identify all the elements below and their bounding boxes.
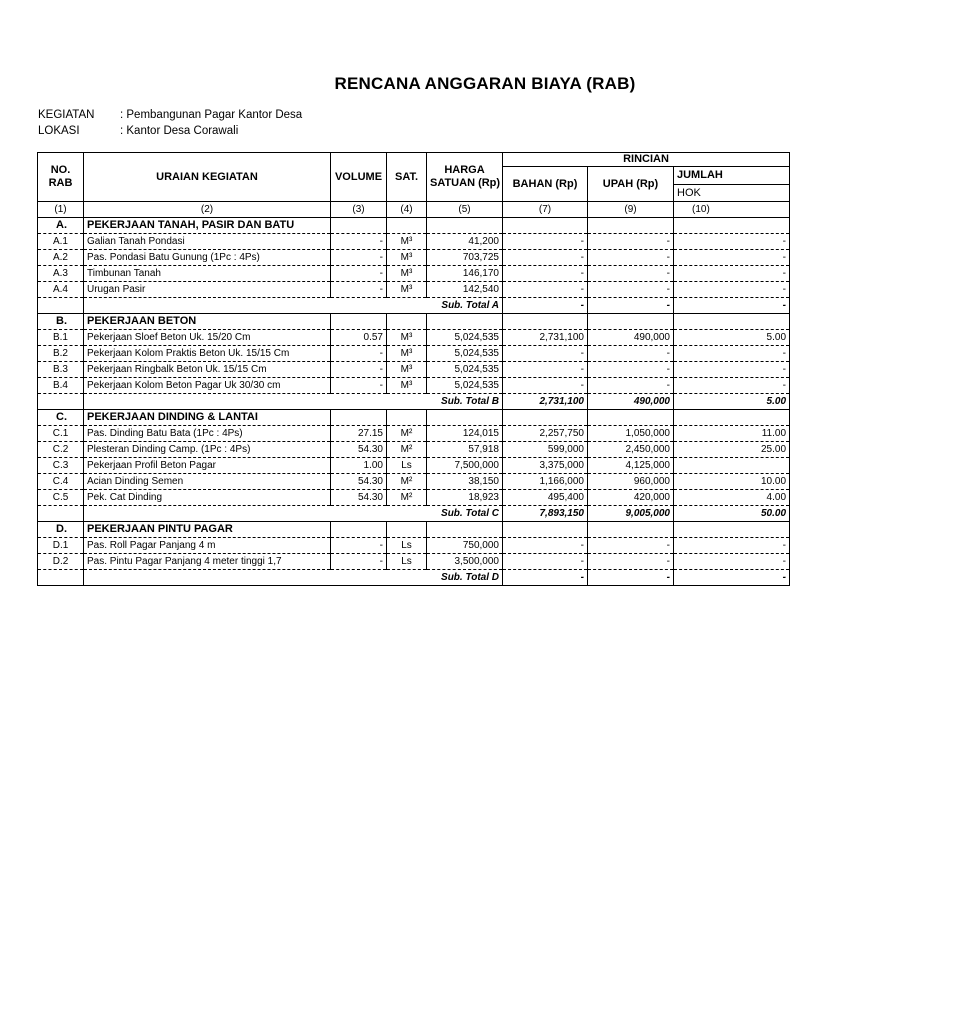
empty-cell bbox=[331, 522, 387, 538]
header-no: NO. RAB bbox=[38, 153, 84, 202]
header-hok: HOK bbox=[674, 185, 790, 202]
section-row bbox=[38, 218, 790, 234]
empty-cell bbox=[588, 218, 674, 234]
item-volume: 1.00 bbox=[331, 458, 387, 474]
item-sat: Ls bbox=[387, 538, 427, 554]
item-harga: 5,024,535 bbox=[427, 330, 503, 346]
subtotal-upah: - bbox=[588, 298, 674, 314]
empty-cell bbox=[387, 522, 427, 538]
header-volume: VOLUME bbox=[331, 153, 387, 202]
subtotal-hok: - bbox=[674, 298, 790, 314]
section-row bbox=[38, 522, 790, 538]
rab-table-wrapper bbox=[37, 152, 787, 586]
item-harga: 38,150 bbox=[427, 474, 503, 490]
item-no: D.2 bbox=[38, 554, 84, 570]
col-number: (3) bbox=[331, 202, 387, 218]
item-volume: - bbox=[331, 538, 387, 554]
section-title: PEKERJAAN PINTU PAGAR bbox=[84, 522, 331, 538]
item-upah: 960,000 bbox=[588, 474, 674, 490]
meta-label: KEGIATAN bbox=[38, 109, 95, 121]
item-no: A.2 bbox=[38, 250, 84, 266]
subtotal-upah: 9,005,000 bbox=[588, 506, 674, 522]
col-number: (10) bbox=[674, 202, 790, 218]
item-bahan: - bbox=[503, 282, 588, 298]
empty-cell bbox=[427, 410, 503, 426]
empty-cell bbox=[331, 314, 387, 330]
item-harga: 41,200 bbox=[427, 234, 503, 250]
item-sat: Ls bbox=[387, 458, 427, 474]
item-hok: 11.00 bbox=[674, 426, 790, 442]
subtotal-label: Sub. Total B bbox=[84, 394, 503, 410]
meta-kegiatan bbox=[38, 109, 302, 121]
meta-lokasi bbox=[38, 125, 238, 137]
table-row bbox=[38, 554, 790, 570]
header-rincian: RINCIAN bbox=[503, 153, 790, 167]
item-volume: 54.30 bbox=[331, 474, 387, 490]
item-bahan: - bbox=[503, 266, 588, 282]
item-sat: M³ bbox=[387, 330, 427, 346]
meta-label: LOKASI bbox=[38, 125, 80, 137]
item-no: C.5 bbox=[38, 490, 84, 506]
header-uraian: URAIAN KEGIATAN bbox=[84, 153, 331, 202]
item-desc: Pekerjaan Kolom Beton Pagar Uk 30/30 cm bbox=[84, 378, 331, 394]
item-sat: M³ bbox=[387, 250, 427, 266]
subtotal-row bbox=[38, 506, 790, 522]
section-code: A. bbox=[38, 218, 84, 234]
item-desc: Pas. Pondasi Batu Gunung (1Pc : 4Ps) bbox=[84, 250, 331, 266]
item-volume: - bbox=[331, 346, 387, 362]
item-hok: - bbox=[674, 266, 790, 282]
item-bahan: 3,375,000 bbox=[503, 458, 588, 474]
item-upah: 1,050,000 bbox=[588, 426, 674, 442]
item-upah: 420,000 bbox=[588, 490, 674, 506]
item-sat: M³ bbox=[387, 362, 427, 378]
item-desc: Pekerjaan Kolom Praktis Beton Uk. 15/15 Cm bbox=[84, 346, 331, 362]
header-sat: SAT. bbox=[387, 153, 427, 202]
item-harga: 142,540 bbox=[427, 282, 503, 298]
item-desc: Plesteran Dinding Camp. (1Pc : 4Ps) bbox=[84, 442, 331, 458]
item-upah: - bbox=[588, 554, 674, 570]
empty-cell bbox=[331, 218, 387, 234]
item-hok bbox=[674, 458, 790, 474]
meta-value: : Pembangunan Pagar Kantor Desa bbox=[120, 109, 303, 121]
item-bahan: - bbox=[503, 250, 588, 266]
subtotal-hok: - bbox=[674, 570, 790, 586]
col-number: (5) bbox=[427, 202, 503, 218]
item-volume: 54.30 bbox=[331, 442, 387, 458]
item-sat: M³ bbox=[387, 346, 427, 362]
item-no: B.2 bbox=[38, 346, 84, 362]
empty-cell bbox=[503, 410, 588, 426]
item-harga: 5,024,535 bbox=[427, 346, 503, 362]
item-volume: - bbox=[331, 378, 387, 394]
table-row bbox=[38, 378, 790, 394]
item-sat: Ls bbox=[387, 554, 427, 570]
column-number-row bbox=[38, 202, 790, 218]
item-hok: 25.00 bbox=[674, 442, 790, 458]
subtotal-upah: - bbox=[588, 570, 674, 586]
subtotal-label: Sub. Total A bbox=[84, 298, 503, 314]
table-row bbox=[38, 442, 790, 458]
item-bahan: - bbox=[503, 554, 588, 570]
item-volume: - bbox=[331, 266, 387, 282]
item-volume: 0.57 bbox=[331, 330, 387, 346]
section-title: PEKERJAAN BETON bbox=[84, 314, 331, 330]
item-sat: M³ bbox=[387, 266, 427, 282]
subtotal-row bbox=[38, 394, 790, 410]
empty-cell bbox=[38, 298, 84, 314]
item-desc: Timbunan Tanah bbox=[84, 266, 331, 282]
item-desc: Pas. Roll Pagar Panjang 4 m bbox=[84, 538, 331, 554]
item-desc: Urugan Pasir bbox=[84, 282, 331, 298]
empty-cell bbox=[387, 314, 427, 330]
item-bahan: - bbox=[503, 346, 588, 362]
item-bahan: - bbox=[503, 362, 588, 378]
table-row bbox=[38, 538, 790, 554]
empty-cell bbox=[588, 410, 674, 426]
item-sat: M² bbox=[387, 442, 427, 458]
table-row bbox=[38, 426, 790, 442]
header-bahan: BAHAN (Rp) bbox=[503, 167, 588, 202]
item-hok: - bbox=[674, 362, 790, 378]
section-title: PEKERJAAN DINDING & LANTAI bbox=[84, 410, 331, 426]
item-hok: - bbox=[674, 554, 790, 570]
empty-cell bbox=[427, 522, 503, 538]
item-no: C.3 bbox=[38, 458, 84, 474]
empty-cell bbox=[588, 522, 674, 538]
item-volume: - bbox=[331, 234, 387, 250]
table-row bbox=[38, 250, 790, 266]
page-title: RENCANA ANGGARAN BIAYA (RAB) bbox=[334, 74, 636, 93]
col-number: (9) bbox=[588, 202, 674, 218]
item-harga: 146,170 bbox=[427, 266, 503, 282]
item-desc: Galian Tanah Pondasi bbox=[84, 234, 331, 250]
table-row bbox=[38, 474, 790, 490]
subtotal-upah: 490,000 bbox=[588, 394, 674, 410]
item-upah: - bbox=[588, 234, 674, 250]
empty-cell bbox=[427, 314, 503, 330]
subtotal-hok: 5.00 bbox=[674, 394, 790, 410]
item-harga: 3,500,000 bbox=[427, 554, 503, 570]
item-no: B.4 bbox=[38, 378, 84, 394]
empty-cell bbox=[588, 314, 674, 330]
item-hok: 5.00 bbox=[674, 330, 790, 346]
item-sat: M² bbox=[387, 426, 427, 442]
meta-value: : Kantor Desa Corawali bbox=[120, 125, 239, 137]
empty-cell bbox=[503, 218, 588, 234]
section-code: D. bbox=[38, 522, 84, 538]
item-sat: M² bbox=[387, 490, 427, 506]
subtotal-row bbox=[38, 298, 790, 314]
item-bahan: 599,000 bbox=[503, 442, 588, 458]
item-upah: - bbox=[588, 362, 674, 378]
table-row bbox=[38, 490, 790, 506]
table-row bbox=[38, 234, 790, 250]
table-row bbox=[38, 362, 790, 378]
item-bahan: 495,400 bbox=[503, 490, 588, 506]
item-upah: - bbox=[588, 282, 674, 298]
item-no: A.3 bbox=[38, 266, 84, 282]
item-harga: 5,024,535 bbox=[427, 378, 503, 394]
item-harga: 7,500,000 bbox=[427, 458, 503, 474]
item-volume: - bbox=[331, 554, 387, 570]
empty-cell bbox=[503, 522, 588, 538]
item-harga: 750,000 bbox=[427, 538, 503, 554]
item-upah: 490,000 bbox=[588, 330, 674, 346]
item-hok: 4.00 bbox=[674, 490, 790, 506]
empty-cell bbox=[674, 410, 790, 426]
empty-cell bbox=[387, 410, 427, 426]
item-bahan: - bbox=[503, 234, 588, 250]
item-harga: 124,015 bbox=[427, 426, 503, 442]
item-no: B.1 bbox=[38, 330, 84, 346]
section-code: B. bbox=[38, 314, 84, 330]
item-no: C.1 bbox=[38, 426, 84, 442]
subtotal-bahan: - bbox=[503, 298, 588, 314]
item-no: C.2 bbox=[38, 442, 84, 458]
col-number: (7) bbox=[503, 202, 588, 218]
subtotal-label: Sub. Total D bbox=[84, 570, 503, 586]
item-harga: 5,024,535 bbox=[427, 362, 503, 378]
section-row bbox=[38, 314, 790, 330]
item-upah: - bbox=[588, 250, 674, 266]
empty-cell bbox=[427, 218, 503, 234]
item-no: D.1 bbox=[38, 538, 84, 554]
item-upah: - bbox=[588, 538, 674, 554]
table-row bbox=[38, 266, 790, 282]
item-volume: 27.15 bbox=[331, 426, 387, 442]
empty-cell bbox=[503, 314, 588, 330]
item-no: A.4 bbox=[38, 282, 84, 298]
item-bahan: 2,257,750 bbox=[503, 426, 588, 442]
subtotal-bahan: 2,731,100 bbox=[503, 394, 588, 410]
item-desc: Pekerjaan Ringbalk Beton Uk. 15/15 Cm bbox=[84, 362, 331, 378]
item-no: B.3 bbox=[38, 362, 84, 378]
item-harga: 703,725 bbox=[427, 250, 503, 266]
col-number: (2) bbox=[84, 202, 331, 218]
rab-table bbox=[37, 152, 790, 586]
item-desc: Pas. Pintu Pagar Panjang 4 meter tinggi 1,7 bbox=[84, 554, 331, 570]
item-hok: - bbox=[674, 538, 790, 554]
item-bahan: 2,731,100 bbox=[503, 330, 588, 346]
item-bahan: - bbox=[503, 538, 588, 554]
item-bahan: - bbox=[503, 378, 588, 394]
item-volume: 54.30 bbox=[331, 490, 387, 506]
item-upah: - bbox=[588, 346, 674, 362]
section-code: C. bbox=[38, 410, 84, 426]
item-hok: - bbox=[674, 282, 790, 298]
col-number: (4) bbox=[387, 202, 427, 218]
table-row bbox=[38, 330, 790, 346]
header-jumlah: JUMLAH bbox=[674, 167, 790, 185]
empty-cell bbox=[38, 570, 84, 586]
empty-cell bbox=[331, 410, 387, 426]
item-volume: - bbox=[331, 282, 387, 298]
item-upah: 2,450,000 bbox=[588, 442, 674, 458]
table-row bbox=[38, 346, 790, 362]
item-volume: - bbox=[331, 362, 387, 378]
item-hok: 10.00 bbox=[674, 474, 790, 490]
item-upah: - bbox=[588, 266, 674, 282]
item-hok: - bbox=[674, 378, 790, 394]
empty-cell bbox=[674, 218, 790, 234]
item-sat: M³ bbox=[387, 378, 427, 394]
section-row bbox=[38, 410, 790, 426]
item-sat: M³ bbox=[387, 234, 427, 250]
item-no: C.4 bbox=[38, 474, 84, 490]
item-desc: Pekerjaan Sloef Beton Uk. 15/20 Cm bbox=[84, 330, 331, 346]
header-upah: UPAH (Rp) bbox=[588, 167, 674, 202]
empty-cell bbox=[38, 506, 84, 522]
item-harga: 18,923 bbox=[427, 490, 503, 506]
item-hok: - bbox=[674, 346, 790, 362]
empty-cell bbox=[387, 218, 427, 234]
subtotal-bahan: 7,893,150 bbox=[503, 506, 588, 522]
empty-cell bbox=[674, 314, 790, 330]
item-hok: - bbox=[674, 250, 790, 266]
item-volume: - bbox=[331, 250, 387, 266]
header-harga: HARGA SATUAN (Rp) bbox=[427, 153, 503, 202]
item-harga: 57,918 bbox=[427, 442, 503, 458]
table-row bbox=[38, 458, 790, 474]
item-bahan: 1,166,000 bbox=[503, 474, 588, 490]
item-desc: Pekerjaan Profil Beton Pagar bbox=[84, 458, 331, 474]
item-no: A.1 bbox=[38, 234, 84, 250]
empty-cell bbox=[674, 522, 790, 538]
col-number: (1) bbox=[38, 202, 84, 218]
item-desc: Pas. Dinding Batu Bata (1Pc : 4Ps) bbox=[84, 426, 331, 442]
rab-body bbox=[38, 218, 790, 586]
subtotal-hok: 50.00 bbox=[674, 506, 790, 522]
subtotal-label: Sub. Total C bbox=[84, 506, 503, 522]
item-sat: M³ bbox=[387, 282, 427, 298]
item-upah: 4,125,000 bbox=[588, 458, 674, 474]
section-title: PEKERJAAN TANAH, PASIR DAN BATU bbox=[84, 218, 331, 234]
item-desc: Acian Dinding Semen bbox=[84, 474, 331, 490]
item-desc: Pek. Cat Dinding bbox=[84, 490, 331, 506]
empty-cell bbox=[38, 394, 84, 410]
subtotal-bahan: - bbox=[503, 570, 588, 586]
table-row bbox=[38, 282, 790, 298]
item-sat: M² bbox=[387, 474, 427, 490]
subtotal-row bbox=[38, 570, 790, 586]
item-upah: - bbox=[588, 378, 674, 394]
item-hok: - bbox=[674, 234, 790, 250]
